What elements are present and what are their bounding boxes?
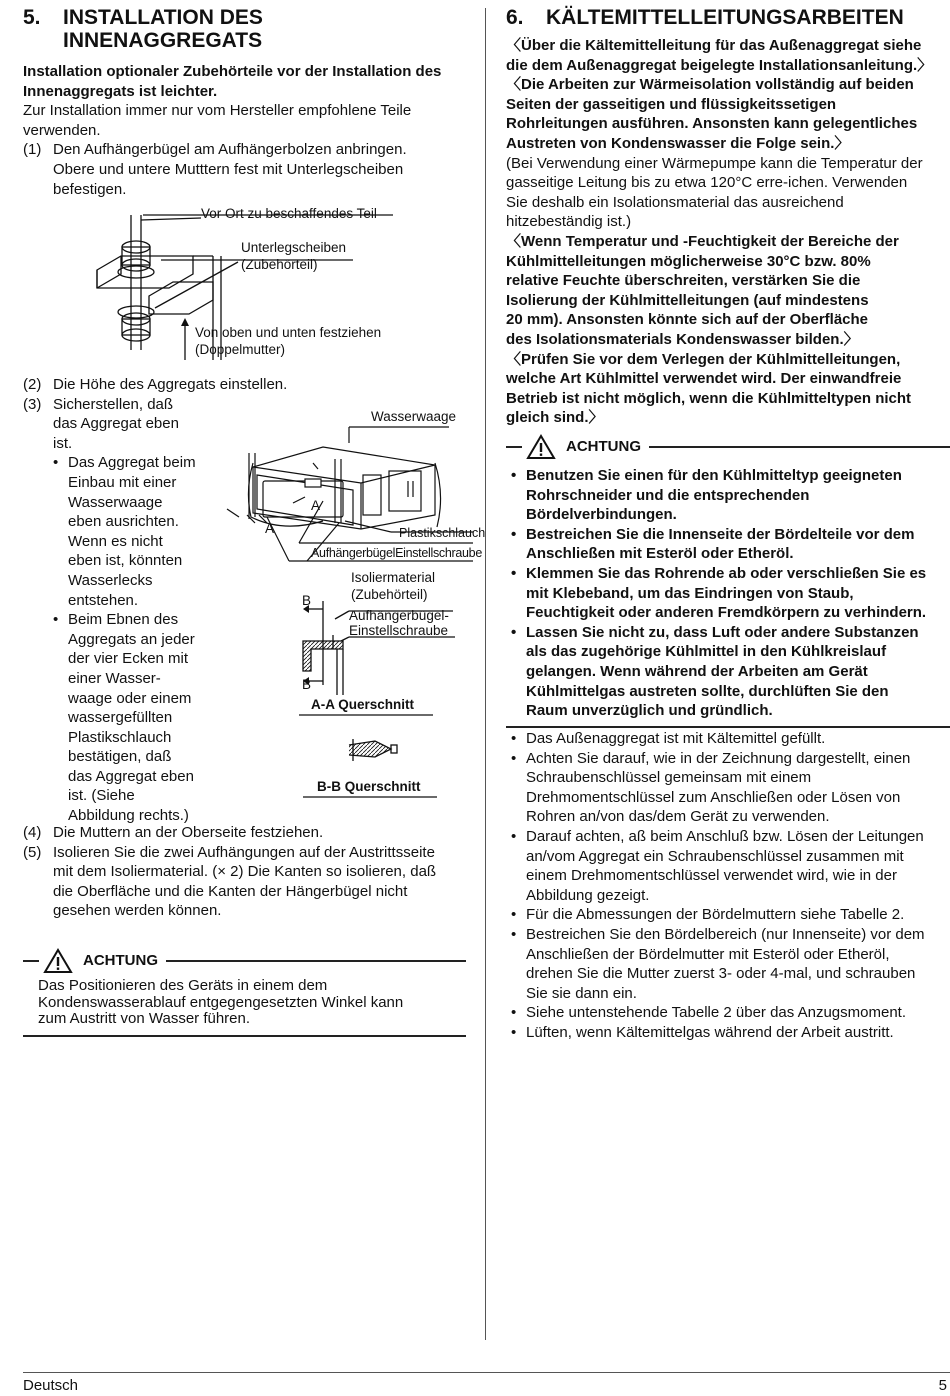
step-3 (23, 395, 223, 826)
bullet-text-line: Aggregats an jeder (68, 630, 195, 648)
list-item (506, 925, 950, 1003)
intro-bold-line1: Installation optionaler Zubehörteile vor der Installation des (23, 63, 442, 80)
bullet: • (511, 1004, 517, 1022)
caution-label: ACHTUNG (83, 952, 158, 970)
list-item-line: Schraubenschlüssel gemeinsam mit einem (526, 769, 812, 787)
label-insulation-accessory: (Zubehörteil) (351, 587, 428, 602)
list-item-line: Raum unverzüglich und gründlich. (526, 702, 773, 720)
step-text: Den Aufhängerbügel am Aufhängerbolzen anbringen. (53, 141, 407, 159)
refrigerant-notes (506, 36, 950, 428)
list-item-line: einem Drehmomentschlüssel verwendet wird, wie in der (526, 867, 897, 885)
section-title: KÄLTEMITTELLEITUNGSARBEITEN (546, 6, 904, 29)
list-item-line: Drehmomentschlüssel zum Anschließen oder Lösen von (526, 788, 901, 806)
note-bold-line: 〈Über die Kältemittelleitung für das Außenaggregat siehe (506, 37, 922, 54)
bullet: • (53, 611, 59, 629)
steps-2-3 (23, 375, 288, 826)
section-6-heading (506, 6, 904, 29)
bullet-text-line: Einbau mit einer (68, 473, 177, 491)
caution-bottom-rule (506, 726, 950, 728)
note-bold-line: relative Feuchte überschreiten, verstärken Sie die (506, 272, 861, 290)
list-item-line: Für die Abmessungen der Bördelmuttern siehe Tabelle 2. (526, 906, 905, 924)
list-item-line: Bestreichen Sie die Innenseite der Bördelteile vor dem (526, 525, 915, 543)
bullet-text-line: Wasserwaage (68, 493, 163, 511)
bullet-text-line: Wasserlecks (68, 571, 153, 589)
note-bold-line: Seiten der gasseitigen und flüssigkeitssetigen (506, 95, 837, 113)
bullet-text-line: der vier Ecken mit (68, 650, 189, 668)
bullet-text-line: wassergefüllten (68, 709, 173, 727)
list-item-line: Rohrschneider und die entsprechenden (526, 486, 810, 504)
bullet: • (511, 925, 517, 943)
list-item-line: Darauf achten, aß beim Anschluß bzw. Lösen der Leitungen (526, 827, 924, 845)
caution-list-item (506, 623, 950, 721)
label-section-bb: B-B Querschnitt (317, 779, 421, 794)
note-bold-line: Rohrleitungen ausführen. Ansonsten kann gelegentliches (506, 115, 918, 133)
caution-label: ACHTUNG (566, 438, 641, 456)
label-bracket: Aufhängerbügel- (349, 608, 449, 623)
intro-line1: Zur Installation immer nur vom Hersteller empfohlene Teile (23, 102, 412, 120)
list-item (506, 749, 950, 827)
bullet-text-line: entstehen. (68, 591, 139, 609)
list-item-line: Achten Sie darauf, wie in der Zeichnung dargestellt, einen (526, 749, 911, 767)
step-text: Obere und untere Mutttern fest mit Unterlegscheiben (53, 160, 404, 178)
note-line: (Bei Verwendung einer Wärmepumpe kann die Temperatur der (506, 154, 923, 172)
step-number: (2) (23, 376, 42, 393)
hanger-bracket-figure (93, 200, 453, 365)
step-1 (23, 140, 473, 199)
note-bold-line: welche Art Kühlmittel verwendet wird. Der einwandfreie (506, 370, 902, 388)
bullet: • (511, 1023, 517, 1041)
list-item (506, 905, 950, 925)
bullet: • (53, 454, 59, 472)
label-insulation: Isoliermaterial (351, 570, 436, 585)
label-b-top: B (302, 593, 312, 608)
list-item-line: Das Außenaggregat ist mit Kältemittel gefüllt. (526, 730, 826, 747)
bullet-text-line: Wenn es nicht (68, 532, 163, 550)
bullet: • (511, 467, 517, 484)
note-bold-line: Isolierung der Kühlmittelleitungen (auf mindestens (506, 291, 869, 309)
bullet-text-line: Abbildung rechts.) (68, 807, 189, 825)
list-item-line: Siehe untenstehende Tabelle 2 über das Anzugsmoment. (526, 1004, 906, 1022)
bullet-check-corners (53, 610, 196, 826)
label-plastic-hose: Plastikschlauch (399, 526, 486, 540)
step-text: Die Muttern an der Oberseite festziehen. (53, 824, 324, 841)
label-a-top: A (311, 498, 321, 513)
step-text: die Oberfläche und die Kanten der Hängerbügel nicht (53, 882, 408, 900)
bullet-text-line: eben ist, könnten (68, 552, 183, 570)
list-item-line: Anschließen mit Esteröl oder Etheröl. (526, 545, 794, 563)
list-item (506, 1023, 950, 1043)
list-item-line: Kühlmittelgas austreten sollte, durchlüften Sie den (526, 682, 889, 700)
bullet-text-line: einer Wasser- (68, 669, 161, 687)
note-bold-line: gleich sind.〉 (506, 409, 604, 427)
label-section-aa: A-A Querschnitt (311, 697, 415, 712)
footer-language: Deutsch (23, 1377, 79, 1394)
bullet-text-line: waage oder einem (68, 689, 192, 707)
step-number: (4) (23, 824, 42, 841)
step-number: (1) (23, 141, 42, 159)
step-text: Sicherstellen, daß (53, 395, 174, 413)
step-text: Die Höhe des Aggregats einstellen. (53, 376, 288, 393)
warning-icon (526, 434, 556, 460)
section-number: 6. (506, 6, 524, 29)
label-a-bottom: A (265, 521, 275, 536)
section-title-line2: INNENAGGREGATS (63, 29, 263, 52)
label-field-part: Vor Ort zu beschaffendes Teil (201, 206, 377, 221)
step-text: gesehen werden können. (53, 902, 222, 920)
bullet-text-line: ist. (Siehe (68, 787, 135, 805)
column-divider (485, 8, 486, 1340)
note-bold-line: 〈Prüfen Sie vor dem Verlegen der Kühlmittelleitungen, (506, 350, 901, 368)
list-item-line: gelangen. Wenn während der Arbeiten am Gerät (526, 662, 868, 680)
note-line: hitzebeständig ist.) (506, 213, 632, 231)
step-number: (3) (23, 395, 42, 413)
intro-line2: verwenden. (23, 121, 101, 139)
caution-bottom-rule (23, 1035, 466, 1037)
list-item-line: Klemmen Sie das Rohrende ab oder verschließen Sie es (526, 564, 927, 582)
caution-list-item (506, 564, 950, 623)
step-text: ist. (53, 434, 73, 452)
section-number: 5. (23, 6, 41, 29)
step-2 (23, 375, 463, 395)
bullet: • (511, 730, 517, 747)
list-item (506, 729, 950, 749)
list-item-line: Bördelverbindungen. (526, 506, 677, 524)
bullet-text-line: Beim Ebnen des (68, 611, 179, 629)
steps-4-5 (23, 823, 468, 921)
bullet-level (53, 453, 196, 610)
section-title-line1: INSTALLATION DES (63, 6, 263, 29)
list-item-line: Lassen Sie nicht zu, dass Luft oder andere Substanzen (526, 623, 919, 641)
list-item-line: Feuchtigkeit oder anderen Fremdkörpern zu verhindern. (526, 604, 927, 622)
level-figure (223, 405, 486, 805)
step-4 (23, 823, 468, 843)
step-5 (23, 843, 468, 921)
step-text: Isolieren Sie die zwei Aufhängungen auf der Austrittsseite (53, 843, 435, 861)
bullet: • (511, 906, 517, 924)
bullet-text-line: eben ausrichten. (68, 513, 179, 531)
caution-text: Das Positionieren des Geräts in einem dem (38, 977, 328, 994)
unit-level-drawing (223, 405, 473, 805)
list-item-line: Anschließen der Bördelmutter mit Esteröl oder Etheröl, (526, 945, 890, 963)
bullet-text-line: bestätigen, daß (68, 748, 172, 766)
step-text: das Aggregat eben (53, 415, 179, 433)
note-bold-line: Austreten von Kondenswasser die Folge sein.〉 (506, 134, 850, 152)
list-item-line: Rohren an/von das/dem Gerät zu verwenden. (526, 808, 830, 826)
list-item-line: Lüften, wenn Kältemittelgas während der Arbeit austritt. (526, 1023, 894, 1041)
label-double-nut: (Doppelmutter) (195, 342, 286, 357)
label-level: Wasserwaage (371, 409, 457, 424)
list-item-line: Bestreichen Sie den Bördelbereich (nur Innenseite) vor dem (526, 925, 925, 943)
intro-block (23, 62, 473, 199)
list-item (506, 827, 950, 905)
note-line: Sie deshalb ein Isolationsmaterial das ausreichend (506, 193, 844, 211)
label-washers-accessory: (Zubehörteil) (241, 257, 318, 272)
list-item-line: als das zugehörige Kühlmittel in den Kühlkreislauf (526, 643, 887, 661)
refrigerant-bullet-list (506, 729, 950, 1043)
caution-list-item (506, 466, 950, 525)
label-b-bottom: B (302, 677, 312, 692)
page-number: 5 (938, 1377, 947, 1394)
note-bold-line: 〈Wenn Temperatur und -Feuchtigkeit der Bereiche der (506, 232, 899, 250)
warning-icon (43, 948, 73, 974)
note-line: gasseitige Leitung bis zu etwa 120°C erre-ichen. Verwenden (506, 174, 908, 192)
note-bold-line: die dem Außenaggregat beigelegte Installationsanleitung.〉 (506, 56, 933, 74)
bullet: • (511, 623, 517, 641)
bullet: • (511, 827, 517, 845)
bullet: • (511, 564, 517, 582)
caution-text: zum Austritt von Wasser führen. (38, 1010, 251, 1027)
list-item-line: an/vom Aggregat ein Schraubenschlüssel zusammen mit (526, 847, 904, 865)
list-item-line: drehen Sie die Mutter zuerst 3- oder 4-mal, und schrauben (526, 965, 916, 983)
label-adjust-screw: AufhängerbügelEinstellschraube (311, 546, 482, 560)
bullet: • (511, 749, 517, 767)
footer-rule (23, 1372, 950, 1373)
list-item-line: Benutzen Sie einen für den Kühlmitteltyp geeigneten (526, 467, 902, 484)
note-bold-line: Betrieb ist nicht möglich, wenn die Kühlmitteltypen nicht (506, 389, 912, 407)
note-bold-line: 20 mm). Ansonsten könnte sich auf der Oberfläche (506, 311, 869, 329)
bullet: • (511, 525, 517, 543)
note-bold-line: Kühlmittelleitungen möglicherweise 30°C bzw. 80% (506, 252, 871, 270)
intro-bold-line2: Innenaggregats ist leichter. (23, 82, 218, 100)
step-text: mit dem Isoliermaterial. (× 2) Die Kanten so isolieren, daß (53, 863, 437, 881)
caution-box-left (23, 948, 466, 1037)
step-number: (5) (23, 843, 42, 861)
note-bold-line: des Isolationsmaterials Kondenswasser bilden.〉 (506, 330, 859, 348)
note-bold-line: 〈Die Arbeiten zur Wärmeisolation vollständig auf beiden (506, 76, 914, 94)
list-item-line: mit Klebeband, um das Eindringen von Staub, (526, 584, 854, 602)
step-text: befestigen. (53, 180, 127, 198)
section-5-heading (23, 6, 263, 52)
caution-box-right (506, 434, 950, 728)
caution-list-item (506, 525, 950, 564)
label-tighten: Von oben und unten festziehen (195, 325, 382, 340)
list-item (506, 1003, 950, 1023)
bullet-text-line: Das Aggregat beim (68, 454, 196, 472)
label-bracket-screw: Einstellschraube (349, 623, 449, 638)
caution-text: Kondenswasserablauf entgegengesetzten Winkel kann (38, 993, 404, 1011)
list-item-line: Abbildung gezeigt. (526, 886, 650, 904)
bullet-text-line: Plastikschlauch (68, 728, 172, 746)
bullet-text-line: das Aggregat eben (68, 767, 194, 785)
label-washers: Unterlegscheiben (241, 240, 347, 255)
list-item-line: Sie sie dann ein. (526, 984, 637, 1002)
